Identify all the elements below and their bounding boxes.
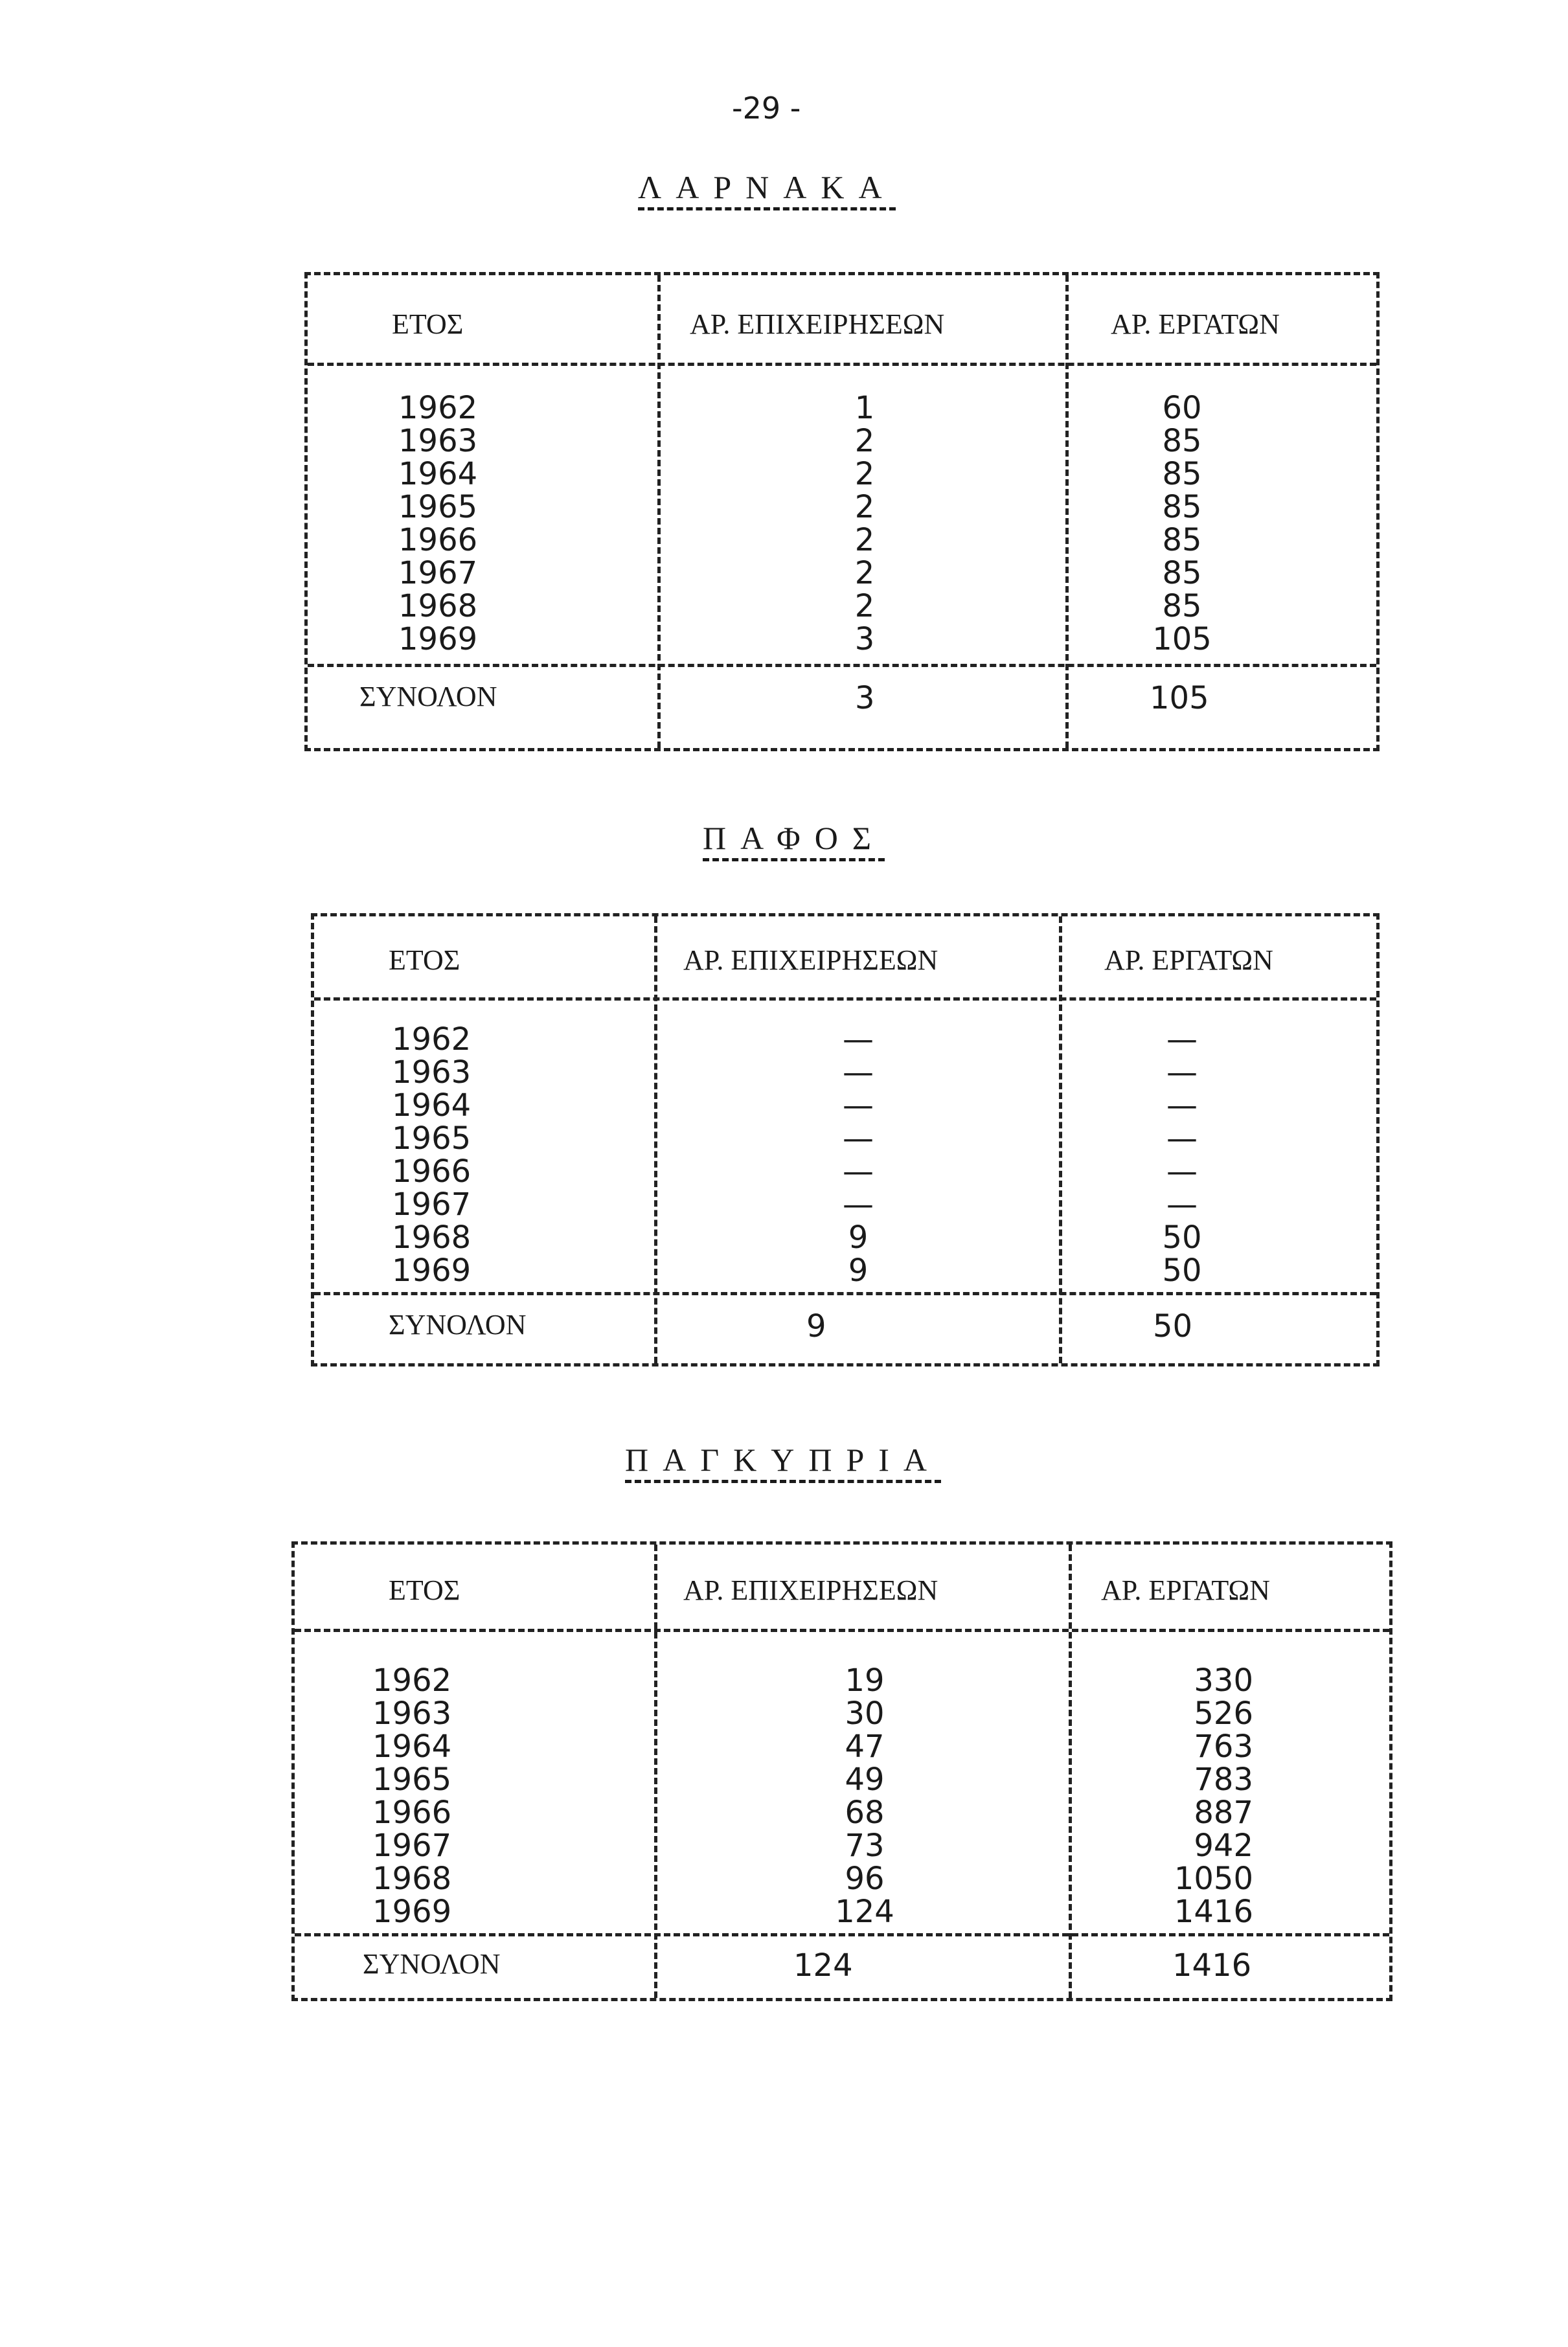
cell-year: 1964	[392, 1087, 472, 1124]
cell-year: 1963	[392, 1054, 472, 1091]
total-businesses: 3	[855, 680, 875, 716]
header-year: ΕΤΟΣ	[389, 944, 460, 976]
cell-year: 1964	[372, 1729, 452, 1765]
cell-businesses: —	[843, 1054, 874, 1091]
cell-year: 1968	[398, 588, 478, 624]
cell-year: 1965	[398, 489, 478, 525]
table-larnaka	[304, 272, 1380, 751]
cell-businesses: 124	[835, 1894, 894, 1930]
cell-workers: —	[1166, 1120, 1198, 1157]
cell-workers: 105	[1152, 621, 1212, 657]
cell-businesses: 2	[854, 423, 875, 459]
section-title-pafos: ΠΑΦΟΣ	[703, 820, 885, 856]
cell-workers: 50	[1162, 1219, 1202, 1256]
column-businesses	[793, 1023, 923, 1287]
cell-year: 1969	[398, 621, 478, 657]
cell-businesses: 9	[848, 1219, 869, 1256]
total-label: ΣΥΝΟΛΟΝ	[363, 1948, 501, 1980]
cell-year: 1966	[392, 1153, 472, 1190]
cell-businesses: 96	[845, 1861, 885, 1897]
cell-year: 1968	[372, 1861, 452, 1897]
cell-businesses: 2	[854, 555, 875, 591]
cell-businesses: —	[843, 1087, 874, 1124]
column-businesses	[793, 1664, 936, 1929]
total-businesses: 9	[806, 1308, 826, 1344]
cell-businesses: 19	[845, 1662, 885, 1699]
cell-businesses: —	[843, 1186, 874, 1223]
table-pafos	[311, 913, 1380, 1366]
cell-workers: —	[1166, 1153, 1198, 1190]
total-label: ΣΥΝΟΛΟΝ	[359, 681, 497, 712]
cell-year: 1968	[392, 1219, 472, 1256]
header-workers: ΑΡ. ΕΡΓΑΤΩΝ	[1111, 308, 1280, 340]
cell-workers: 942	[1194, 1828, 1253, 1864]
cell-year: 1964	[398, 456, 478, 492]
cell-workers: —	[1166, 1054, 1198, 1091]
cell-workers: 1416	[1174, 1894, 1253, 1930]
cell-year: 1967	[398, 555, 478, 591]
cell-businesses: 73	[845, 1828, 885, 1864]
section-title-larnaka: ΛΑΡΝΑΚΑ	[638, 169, 896, 205]
cell-year: 1962	[398, 390, 478, 426]
column-years	[372, 1664, 515, 1929]
cell-workers: 85	[1162, 588, 1202, 624]
total-workers: 50	[1153, 1308, 1193, 1344]
column-businesses	[800, 392, 929, 656]
column-years	[392, 1023, 534, 1287]
section-title-pagkypria: ΠΑΓΚΥΠΡΙΑ	[625, 1442, 942, 1478]
total-workers: 105	[1150, 680, 1209, 716]
cell-year: 1967	[392, 1186, 472, 1223]
cell-workers: 85	[1162, 522, 1202, 558]
cell-workers: 526	[1194, 1695, 1253, 1732]
cell-year: 1966	[398, 522, 478, 558]
total-label: ΣΥΝΟΛΟΝ	[389, 1309, 527, 1341]
cell-workers: 1050	[1174, 1861, 1253, 1897]
cell-year: 1963	[398, 423, 478, 459]
cell-workers: 85	[1162, 555, 1202, 591]
header-workers: ΑΡ. ΕΡΓΑΤΩΝ	[1104, 944, 1273, 976]
cell-businesses: 47	[845, 1729, 885, 1765]
cell-year: 1967	[372, 1828, 452, 1864]
cell-workers: —	[1166, 1021, 1198, 1058]
header-year: ΕΤΟΣ	[389, 1574, 460, 1606]
header-businesses: ΑΡ. ΕΠΙΧΕΙΡΗΣΕΩΝ	[683, 944, 938, 976]
header-year: ΕΤΟΣ	[392, 308, 464, 340]
cell-year: 1965	[392, 1120, 472, 1157]
cell-workers: —	[1166, 1087, 1198, 1124]
cell-year: 1962	[372, 1662, 452, 1699]
cell-businesses: 2	[854, 456, 875, 492]
total-workers: 1416	[1172, 1947, 1252, 1984]
cell-businesses: —	[843, 1153, 874, 1190]
header-businesses: ΑΡ. ΕΠΙΧΕΙΡΗΣΕΩΝ	[690, 308, 945, 340]
column-workers	[1117, 1023, 1247, 1287]
cell-year: 1969	[372, 1894, 452, 1930]
cell-businesses: 2	[854, 522, 875, 558]
cell-workers: 60	[1162, 390, 1202, 426]
cell-businesses: 9	[848, 1253, 869, 1289]
cell-year: 1963	[372, 1695, 452, 1732]
cell-businesses: —	[843, 1120, 874, 1157]
header-workers: ΑΡ. ΕΡΓΑΤΩΝ	[1101, 1574, 1270, 1606]
cell-workers: 763	[1194, 1729, 1253, 1765]
cell-businesses: 2	[854, 489, 875, 525]
total-businesses: 124	[793, 1947, 853, 1984]
cell-businesses: —	[843, 1021, 874, 1058]
table-pagkypria	[291, 1541, 1392, 2001]
column-workers	[1124, 1664, 1253, 1929]
cell-workers: —	[1166, 1186, 1198, 1223]
cell-year: 1966	[372, 1795, 452, 1831]
cell-year: 1969	[392, 1253, 472, 1289]
cell-workers: 887	[1194, 1795, 1253, 1831]
cell-workers: 85	[1162, 423, 1202, 459]
cell-businesses: 1	[854, 390, 875, 426]
cell-businesses: 68	[845, 1795, 885, 1831]
cell-businesses: 2	[854, 588, 875, 624]
cell-businesses: 3	[854, 621, 875, 657]
cell-businesses: 49	[845, 1762, 885, 1798]
cell-workers: 85	[1162, 489, 1202, 525]
cell-workers: 330	[1194, 1662, 1253, 1699]
column-years	[398, 392, 541, 656]
cell-workers: 50	[1162, 1253, 1202, 1289]
cell-year: 1965	[372, 1762, 452, 1798]
cell-workers: 783	[1194, 1762, 1253, 1798]
cell-workers: 85	[1162, 456, 1202, 492]
page-number: -29 -	[732, 91, 801, 126]
cell-year: 1962	[392, 1021, 472, 1058]
column-workers	[1111, 392, 1253, 656]
cell-businesses: 30	[845, 1695, 885, 1732]
header-businesses: ΑΡ. ΕΠΙΧΕΙΡΗΣΕΩΝ	[683, 1574, 938, 1606]
